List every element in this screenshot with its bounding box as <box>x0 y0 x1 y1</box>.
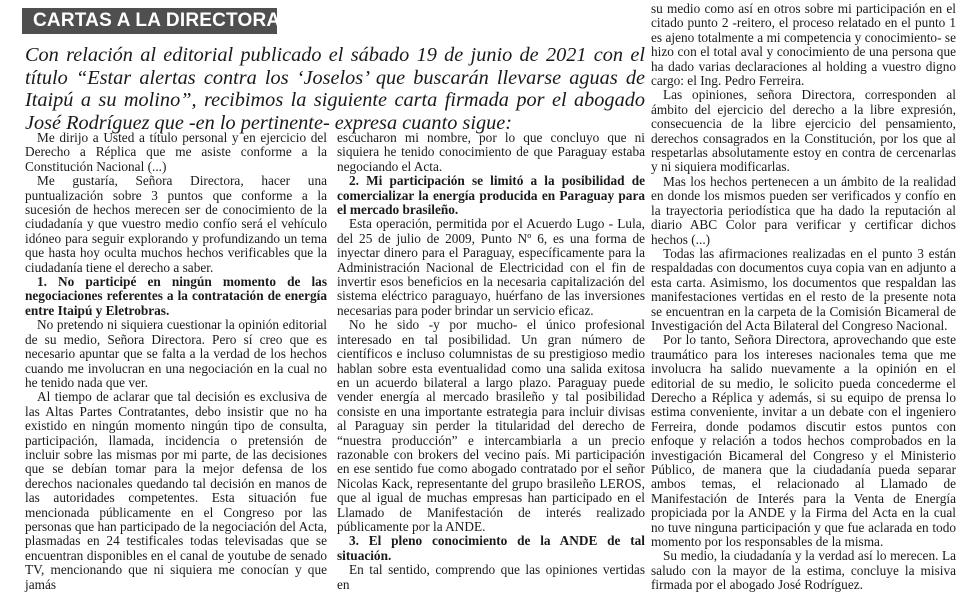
paragraph: Por lo tanto, Señora Directora, aprovechando que este traumático para los intereses nacionales tema que me involucra ha salido nuevamente a la opinión en el editorial de su medio, le solicito pueda concederme el Derecho a Réplica y además, si su equipo de prensa lo estima conveniente, invitar a un debate con el ingeniero Ferreira, donde podamos discutir estos puntos con enfoque y relación a todos hechos comprobados en la investigación Bicameral del Congreso y el Ministerio Público, de manera que la ciudadanía pueda separar ambos temas, el relacionado al Llamado de Manifestación de Interés para la Venta de Energía propiciada por la ANDE y la Firma del Acta en la cual no tuve ninguna participación y que fue aclarada en todo momento por los responsables de la misma. <box>651 332 956 550</box>
point-1-heading: 1. No participé en ningún momento de las negociaciones referentes a la contratación de energía entre Itaipú y Eletrobras. <box>25 274 327 318</box>
paragraph: escucharon mi nombre, por lo que concluyo que ni siquiera he tenido conocimiento de que Paraguay estaba negociando el Acta. <box>337 130 645 174</box>
letter-column-2 <box>337 130 645 592</box>
point-3-heading: 3. El pleno conocimiento de la ANDE de tal situación. <box>337 533 645 563</box>
paragraph: Esta operación, permitida por el Acuerdo Lugo - Lula, del 25 de julio de 2009, Punto Nº 6, es una forma de inyectar dinero para el Paraguay, específicamente para la Administración Nacional de Electricidad con el fin de invertir esos beneficios en la necesaria capitalización del sistema eléctrico paraguayo, huérfano de las inversiones necesarias para poder brindar un servicio eficaz. <box>337 216 645 318</box>
closing-paragraph: Su medio, la ciudadanía y la verdad así lo merecen. La saludo con la mayor de la estima, concluye la misiva firmada por el abogado José Rodríguez. <box>651 548 956 593</box>
letter-column-3 <box>651 1 956 593</box>
paragraph: No pretendo ni siquiera cuestionar la opinión editorial de su medio, Señora Directora. Pero sí creo que es necesario apuntar que se falta a la verdad de los hechos cuando me involucran en una negociación en la cual no he tenido nada que ver. <box>25 317 327 390</box>
paragraph: Todas las afirmaciones realizadas en el punto 3 están respaldadas con documentos cuya copia van en adjunto a esta carta. Asimismo, los documentos que respaldan las manifestaciones vertidas en el resto de la presente nota se encuentran en la carpeta de la Comisión Bicameral de Investigación del Acta Bilateral del Congreso Nacional. <box>651 245 956 333</box>
paragraph: No he sido -y por mucho- el único profesional interesado en tal posibilidad. Un gran número de científicos e incluso columnistas de su prestigioso medio hablan sobre esta eventualidad como una salida exitosa en un acuerdo bilateral a largo plazo. Paraguay puede vender energía al mercado brasileño y tal posibilidad consiste en una importante estrategia para incluir divisas al Paraguay sin perder la titularidad del derecho de “nuestra producción” e intercambiarla a un precio razonable con brokers del vecino país. Mi participación en ese sentido fue como abogado contratado por el señor Nicolas Kack, representante del grupo brasileño LEROS, que al igual de muchas empresas han participado en el Llamado de Manifestación de interés realizado públicamente por la ANDE. <box>337 317 645 534</box>
letter-column-1 <box>25 130 327 592</box>
paragraph: Las opiniones, señora Directora, corresponden al ámbito del ejercicio del derecho a la libre expresión, consecuencia de la libre ejercicio del pensamiento, derechos consagrados en la Constitución, por los que al respetarlas absolutamente estoy en contra de cercenarlas y ni siquiera modificarlas. <box>651 87 956 175</box>
point-2-heading: 2. Mi participación se limitó a la posibilidad de comercializar la energía producida en Paraguay para el mercado brasileño. <box>337 173 645 218</box>
paragraph: Mas los hechos pertenecen a un ámbito de la realidad en donde los mismos pueden ser verificados y confío en la trayectoria periodística que ha dado la reputación al diario ABC Color para verificar y certificar dichos hechos (...) <box>651 173 956 247</box>
paragraph: su medio como así en otros sobre mi participación en el citado punto 2 -reitero, el proceso relatado en el punto 1 es ajeno totalmente a mi competencia y conocimiento- se hizo con el total aval y conocimiento de una persona que ha dado varias declaraciones al holding a vuestro digno cargo: el Ing. Pedro Ferreira. <box>651 1 956 89</box>
paragraph: Al tiempo de aclarar que tal decisión es exclusiva de las Altas Partes Contratantes, debo insistir que no ha existido en ningún momento ningún tipo de consulta, participación, llamada, incidencia o pretensión de incluir sobre las mismas por mi parte, de las decisiones que se debían tomar para la mejor defensa de los derechos nacionales quedando tal decisión en manos de las autoridades competentes. Esta situación fue mencionada públicamente en el Congreso por las personas que han participado de la negociación del Acta, plasmadas en 24 testificales todas televisadas que se encuentran disponibles en el canal de youtube de senado TV, mencionando que ni siquiera me conocían y que jamás <box>25 389 327 592</box>
editorial-intro: Con relación al editorial publicado el sábado 19 de junio de 2021 con el título “Estar alertas contra los ‘Joselos’ que buscarán llevarse aguas de Itaipú a su molino”, recibimos la siguiente carta firmada por el abogado José Rodríguez que -en lo pertinente- expresa cuanto sigue: <box>25 44 645 134</box>
section-title: CARTAS A LA DIRECTORA <box>22 8 277 34</box>
paragraph: Me gustaría, Señora Directora, hacer una puntualización sobre 3 puntos que conforme a la sucesión de hechos merecen ser de conocimiento de la ciudadanía y que vuestro medio confío será el vehículo idóneo para seguir explorando y profundizando un tema que hasta hoy oculta muchos hechos verificables que la ciudadanía tiene el derecho a saber. <box>25 173 327 275</box>
paragraph: En tal sentido, comprendo que las opiniones vertidas en <box>337 562 645 592</box>
paragraph: Me dirijo a Usted a título personal y en ejercicio del Derecho a Réplica que me asiste conforme a la Constitución Nacional (...) <box>25 130 327 174</box>
